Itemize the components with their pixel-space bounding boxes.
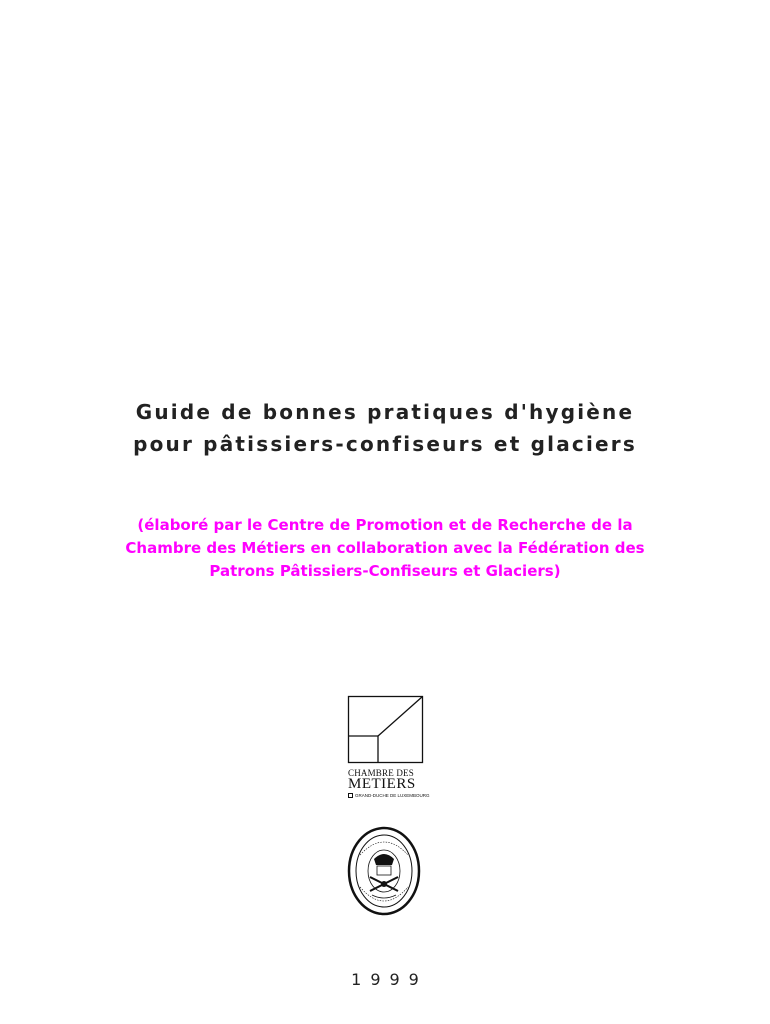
- chambre-des-metiers-logo-icon: [344, 695, 428, 767]
- document-title: [0, 396, 770, 460]
- title-line-1: Guide de bonnes pratiques d'hygiène: [135, 400, 635, 424]
- logo-square-icon: [348, 793, 353, 798]
- logo-text-chambre: CHAMBRE DES: [348, 768, 414, 778]
- logo-text-luxembourg-label: GRAND-DUCHE DE LUXEMBOURG: [355, 793, 430, 798]
- logo-text-metiers: METIERS: [348, 776, 416, 792]
- subtitle-line-2: Chambre des Métiers en collaboration avec la Fédération des: [125, 539, 645, 557]
- chambre-des-metiers-logo: [344, 695, 428, 805]
- federation-seal-icon: [346, 825, 422, 917]
- federation-seal: [346, 825, 422, 917]
- logo-text-luxembourg: [348, 793, 432, 798]
- publication-year: 1999: [351, 970, 428, 989]
- subtitle-line-3: Patrons Pâtissiers-Confiseurs et Glaciers): [209, 562, 561, 580]
- document-subtitle: [0, 514, 770, 583]
- subtitle-line-1: (élaboré par le Centre de Promotion et de Recherche de la: [137, 516, 633, 534]
- title-line-2: pour pâtissiers-confiseurs et glaciers: [133, 432, 637, 456]
